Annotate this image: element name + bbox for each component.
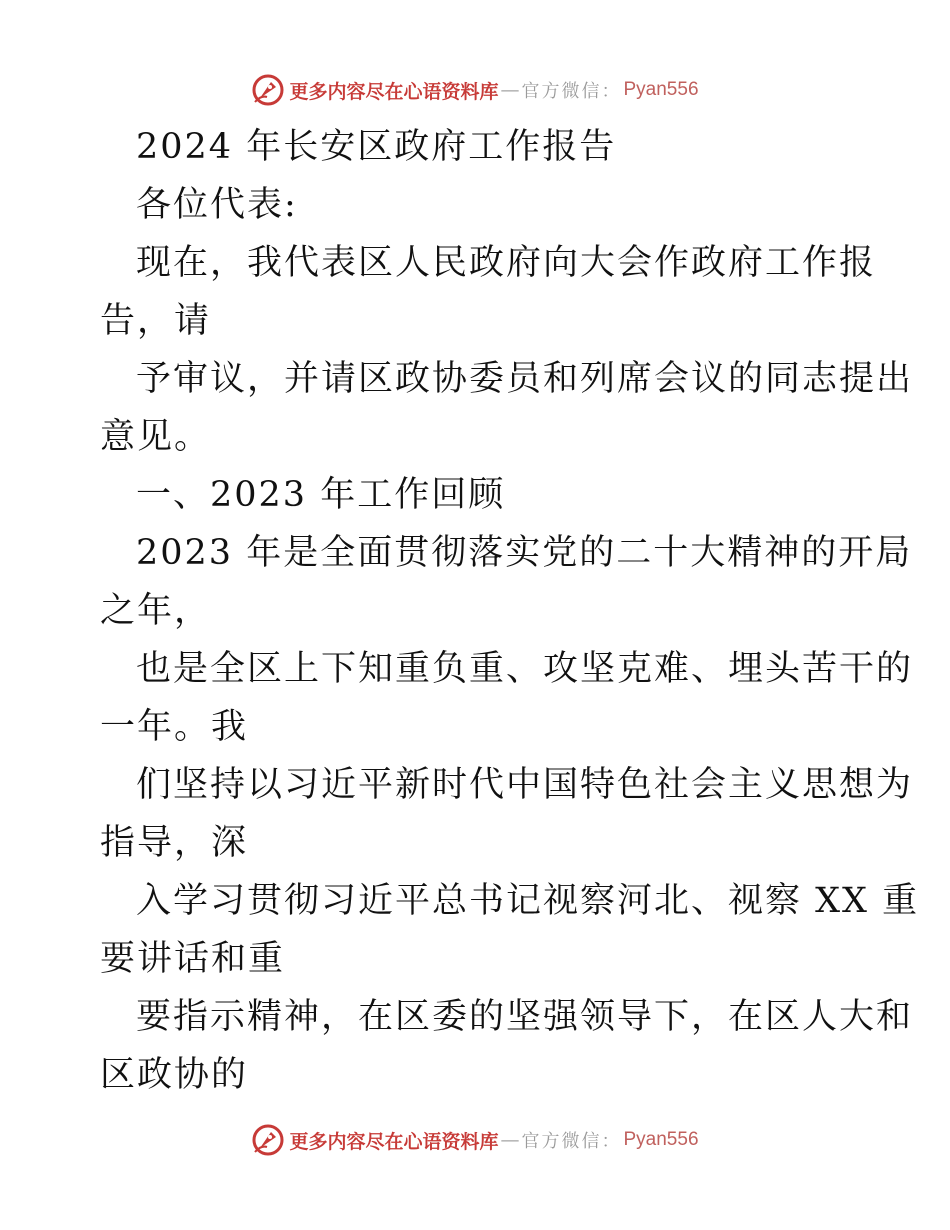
banner-title: 更多内容尽在心语资料库 [289, 1130, 499, 1153]
document-body [100, 118, 920, 1104]
pen-nib-circle-icon [251, 73, 285, 107]
salutation: 各位代表: [136, 185, 298, 225]
text-line: 入学习贯彻习近平总书记视察河北、视察 XX 重 [136, 881, 920, 921]
header-banner [0, 70, 950, 110]
text-line: 要指示精神，在区委的坚强领导下，在区人大和 [136, 997, 914, 1037]
banner-wechat-id: Pyan556 [623, 1129, 699, 1150]
footer-banner [0, 1120, 950, 1160]
text-line: 2023 年是全面贯彻落实党的二十大精神的开局 [136, 533, 913, 573]
text-line: 区政协的 [100, 1055, 249, 1095]
text-line: 现在，我代表区人民政府向大会作政府工作报 [136, 243, 877, 283]
banner-subtitle: 官方微信： [521, 81, 622, 102]
banner-dash: — [500, 79, 520, 101]
banner-subtitle: 官方微信： [521, 1131, 622, 1152]
pen-nib-circle-icon [251, 1123, 285, 1157]
text-line: 也是全区上下知重负重、攻坚克难、埋头苦干的 [136, 649, 914, 689]
text-line: 一年。我 [100, 707, 249, 747]
banner-wechat-id: Pyan556 [623, 79, 699, 100]
text-line: 意见。 [100, 417, 212, 457]
banner-dash: — [500, 1129, 520, 1151]
document-title: 2024 年长安区政府工作报告 [136, 127, 617, 167]
text-line: 予审议，并请区政协委员和列席会议的同志提出 [136, 359, 914, 399]
text-line: 要讲话和重 [100, 939, 286, 979]
text-line: 告，请 [100, 301, 212, 341]
banner-title: 更多内容尽在心语资料库 [289, 80, 499, 103]
text-line: 指导，深 [100, 823, 249, 863]
text-line: 们坚持以习近平新时代中国特色社会主义思想为 [136, 765, 914, 805]
section-heading: 一、2023 年工作回顾 [136, 475, 506, 515]
text-line: 之年， [100, 591, 212, 631]
